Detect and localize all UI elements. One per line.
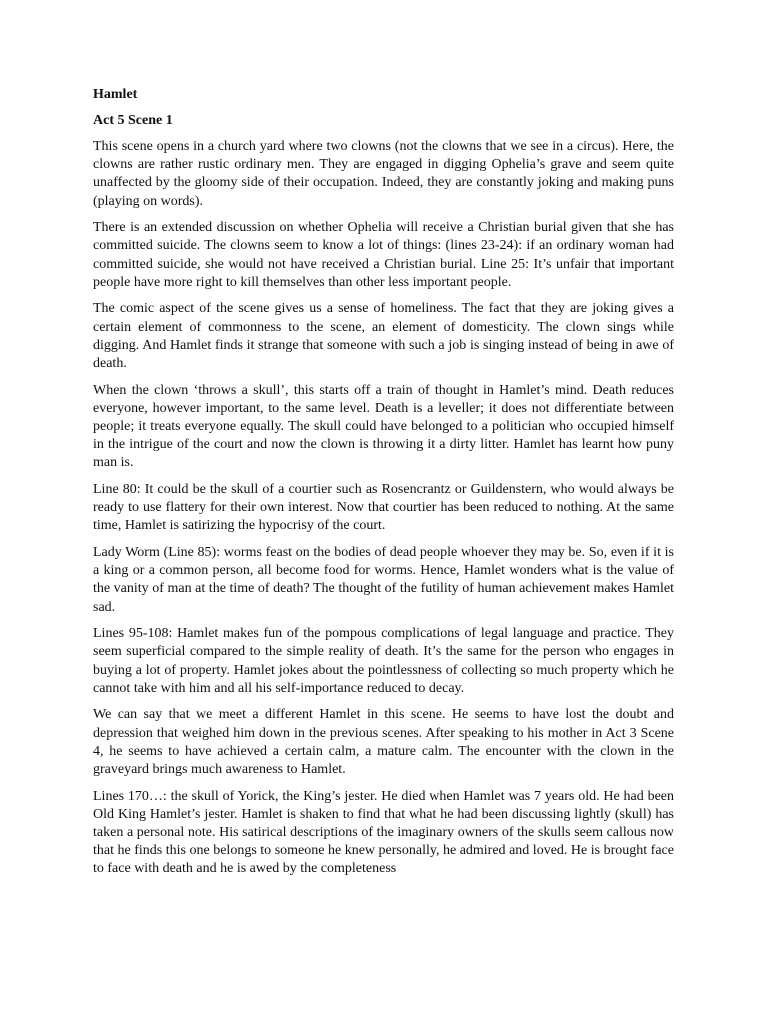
paragraph-5: Line 80: It could be the skull of a courtier such as Rosencrantz or Guildenstern, who would always be ready to use flattery for their own interest. Now that courtier has been reduced to nothing. At the same time, Hamlet is satirizing the hypocrisy of the court. [93, 482, 674, 534]
scene-heading: Act 5 Scene 1 [93, 113, 173, 128]
paragraph-1: This scene opens in a church yard where two clowns (not the clowns that we see in a circus). Here, the clowns are rather rustic ordinary men. They are engaged in digging Ophelia’s grave and seem quite unaffected by the gloomy side of their occupation. Indeed, they are constantly joking and making puns (playing on words). [93, 139, 674, 209]
document-page [93, 86, 674, 887]
paragraph-3: The comic aspect of the scene gives us a sense of homeliness. The fact that they are joking gives a certain element of commonness to the scene, an element of domesticity. The clown sings while digging. And Hamlet finds it strange that someone with such a job is singing instead of being in awe of death. [93, 301, 674, 372]
paragraph-8: We can say that we meet a different Hamlet in this scene. He seems to have lost the doubt and depression that weighed him down in the previous scenes. After speaking to his mother in Act 3 Scene 4, he seems to have achieved a certain calm, a mature calm. The encounter with the clown in the graveyard brings much awareness to Hamlet. [93, 707, 674, 778]
paragraph-7: Lines 95-108: Hamlet makes fun of the pompous complications of legal language and practice. They seem superficial compared to the simple reality of death. It’s the same for the person who engages in buying a lot of property. Hamlet jokes about the pointlessness of collecting so much property which he cannot take with him and all his self-importance reduced to decay. [93, 626, 674, 696]
document-title: Hamlet [93, 87, 138, 102]
paragraph-4: When the clown ‘throws a skull’, this starts off a train of thought in Hamlet’s mind. Death reduces everyone, however important, to the same level. Death is a leveller; it does not differentiate between people; it treats everyone equally. The skull could have belonged to a politician who occupied himself in the intrigue of the court and now the clown is throwing it a dirty litter. Hamlet has learnt how puny man is. [93, 382, 674, 471]
paragraph-9: Lines 170…: the skull of Yorick, the King’s jester. He died when Hamlet was 7 years old. He had been Old King Hamlet’s jester. Hamlet is shaken to find that what he had been discussing lightly (skull) has taken a personal note. His satirical descriptions of the imaginary owners of the skulls seem callous now that he finds this one belongs to someone he knew personally, he admired and loved. He is brought face to face with death and he is awed by the completeness [93, 788, 674, 877]
paragraph-6: Lady Worm (Line 85): worms feast on the bodies of dead people whoever they may be. So, even if it is a king or a common person, all become food for worms. Hence, Hamlet wonders what is the value of the vanity of man at the time of death? The thought of the futility of human achievement makes Hamlet sad. [93, 545, 674, 615]
paragraph-2: There is an extended discussion on whether Ophelia will receive a Christian burial given that she has committed suicide. The clowns seem to know a lot of things: (lines 23-24): if an ordinary woman had committed suicide, she would not have received a Christian burial. Line 25: It’s unfair that important people have more right to kill themselves than other less important people. [93, 220, 674, 290]
